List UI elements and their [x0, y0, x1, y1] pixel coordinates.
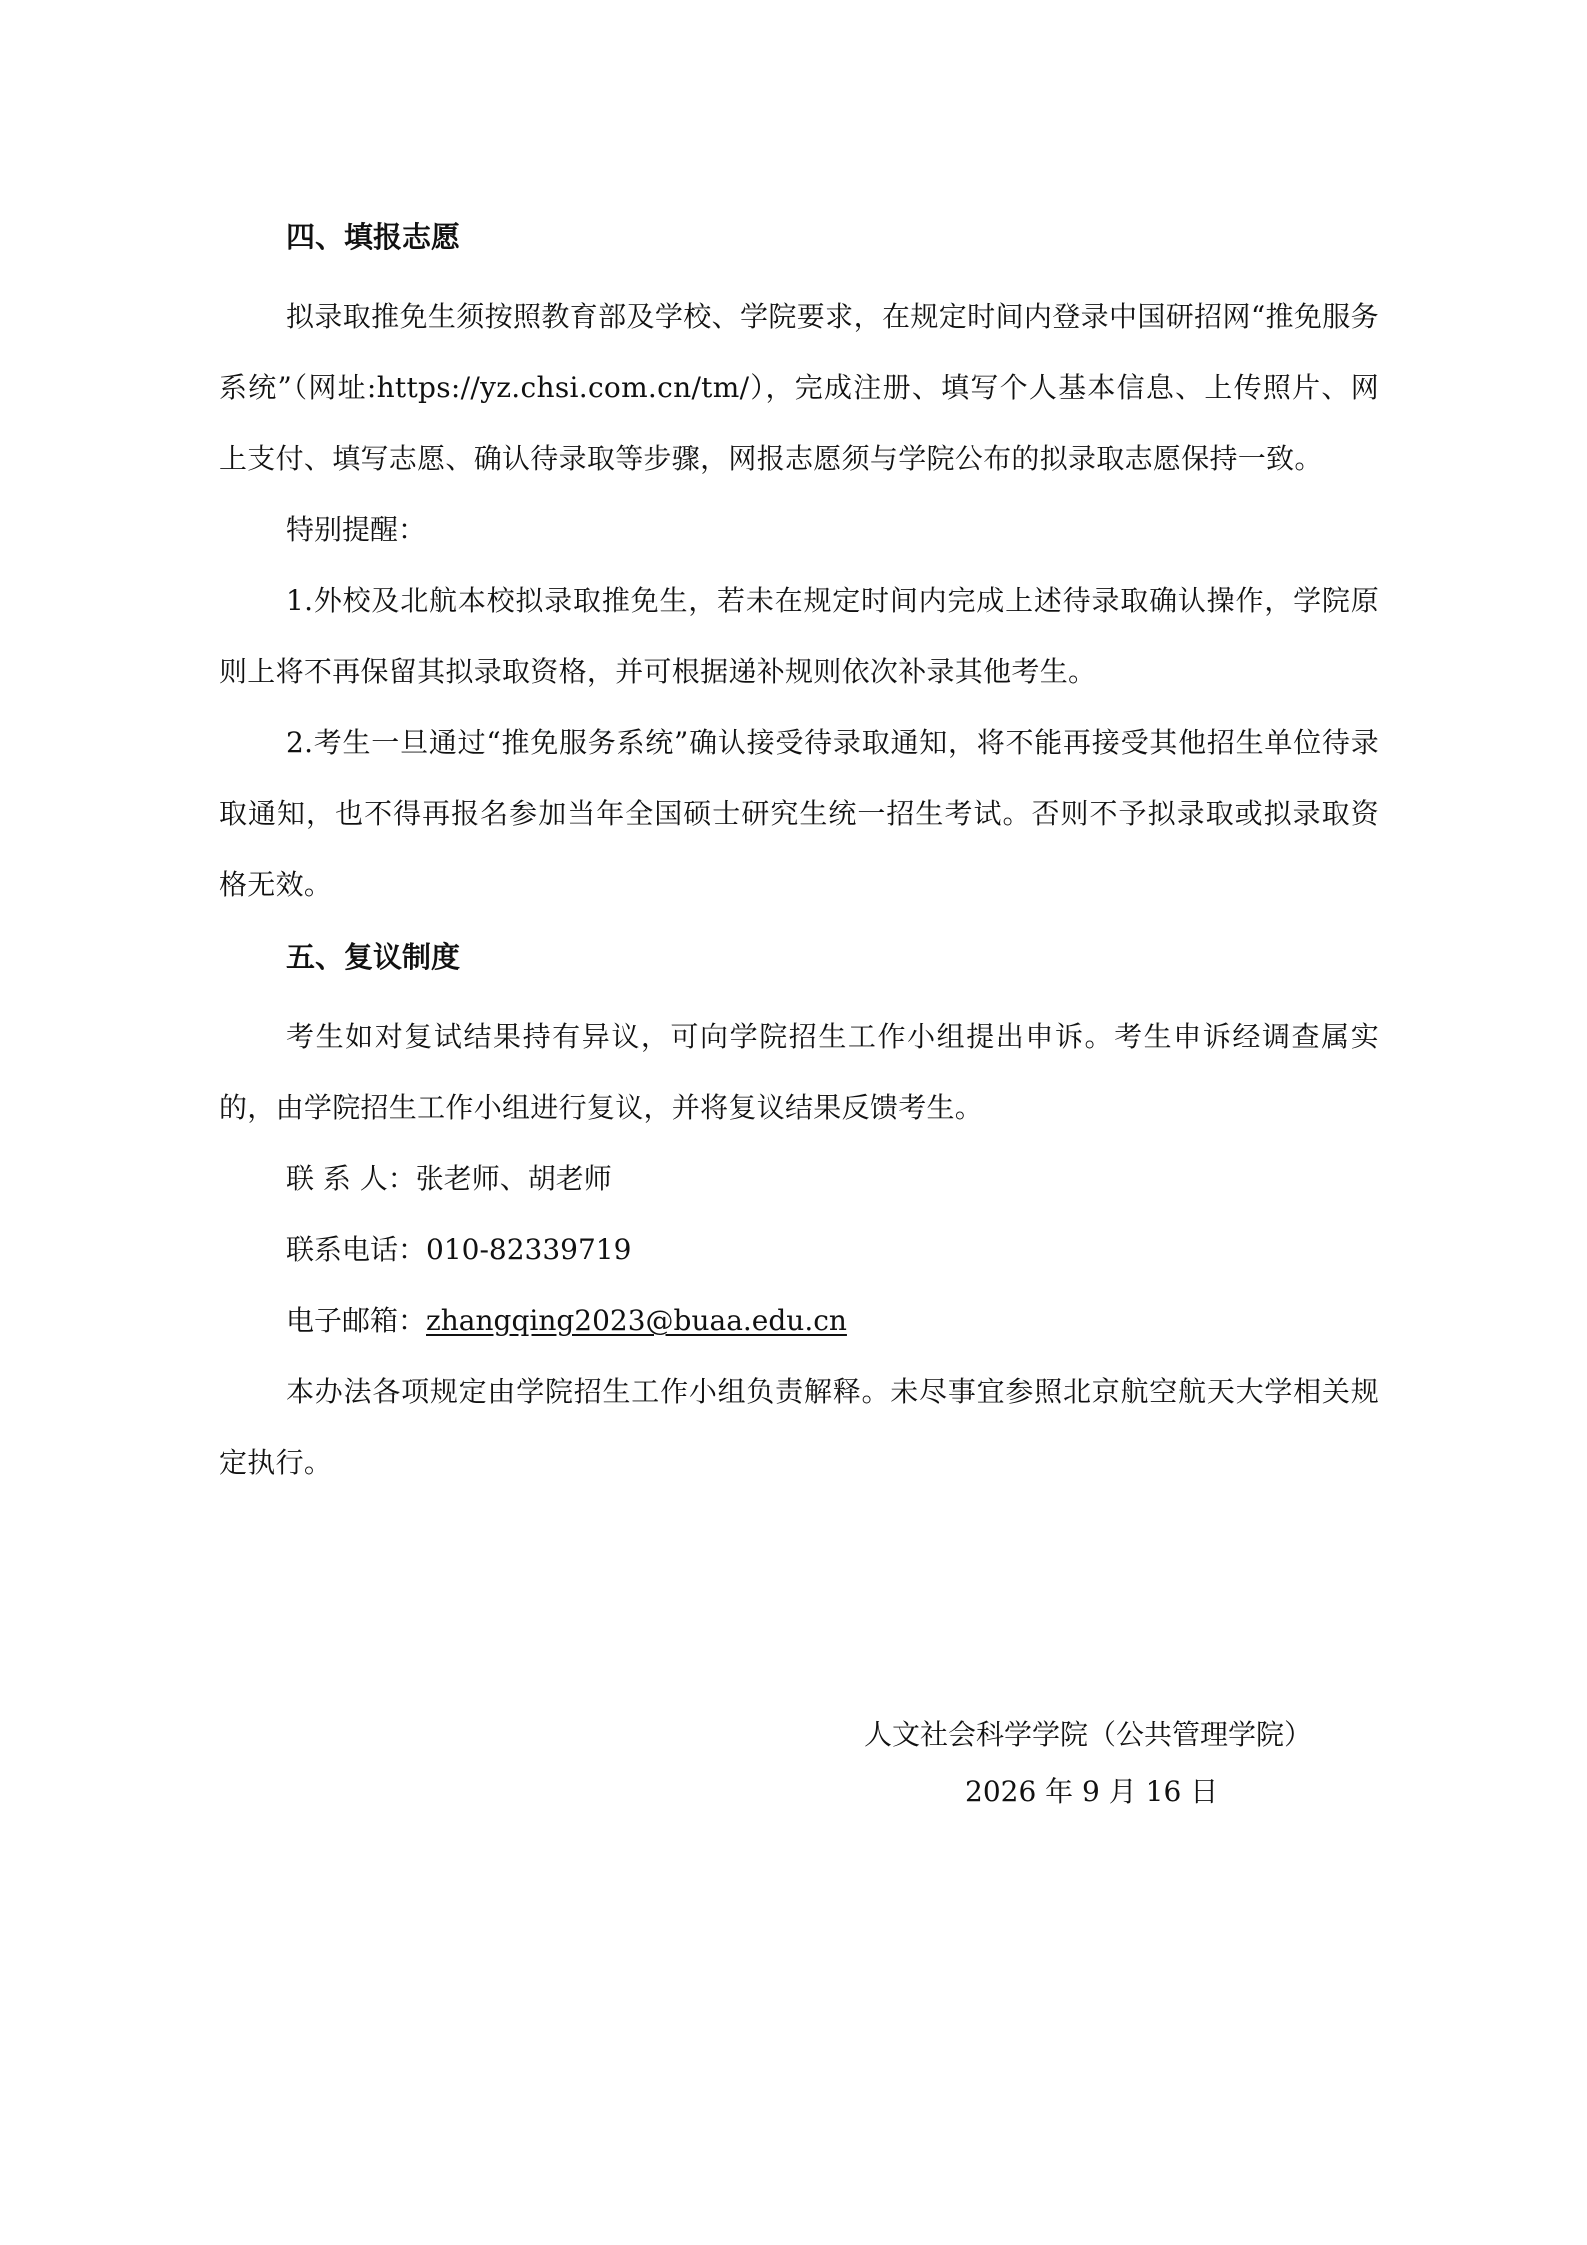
closing-paragraph: 本办法各项规定由学院招生工作小组负责解释。未尽事宜参照北京航空航天大学相关规定执行。 [219, 1375, 1379, 1479]
reminder-item-2: 2.考生一旦通过“推免服务系统”确认接受待录取通知，将不能再接受其他招生单位待录取通知，也不得再报名参加当年全国硕士研究生统一招生考试。否则不予拟录取或拟录取资格无效。 [219, 726, 1379, 901]
signature-date: 2026 年 9 月 16 日 [965, 1775, 1219, 1808]
section-heading-fill-preferences: 四、填报志愿 [286, 220, 461, 254]
contact-person: 联 系 人：张老师、胡老师 [286, 1162, 612, 1195]
special-reminder-label: 特别提醒： [286, 513, 427, 546]
section-heading-review-system: 五、复议制度 [286, 940, 461, 974]
contact-phone: 联系电话：010-82339719 [286, 1233, 632, 1266]
preference-instructions-paragraph: 拟录取推免生须按照教育部及学校、学院要求，在规定时间内登录中国研招网“推免服务系统”（网址:https://yz.chsi.com.cn/tm/），完成注册、填写个人基本信息、上传照片、网上支付、填写志愿、确认待录取等步骤，网报志愿须与学院公布的拟录取志愿保持一致。 [219, 300, 1379, 475]
contact-email-line [219, 1285, 1379, 1356]
signature-organization: 人文社会科学学院（公共管理学院） [864, 1718, 1313, 1751]
appeal-paragraph: 考生如对复试结果持有异议，可向学院招生工作小组提出申诉。考生申诉经调查属实的，由学院招生工作小组进行复议，并将复议结果反馈考生。 [219, 1020, 1379, 1124]
email-link[interactable]: zhangqing2023@buaa.edu.cn [426, 1304, 847, 1337]
reminder-item-1: 1.外校及北航本校拟录取推免生，若未在规定时间内完成上述待录取确认操作，学院原则上将不再保留其拟录取资格，并可根据递补规则依次补录其他考生。 [219, 584, 1379, 688]
document-body [219, 210, 1379, 1498]
email-label: 电子邮箱： [286, 1304, 427, 1337]
